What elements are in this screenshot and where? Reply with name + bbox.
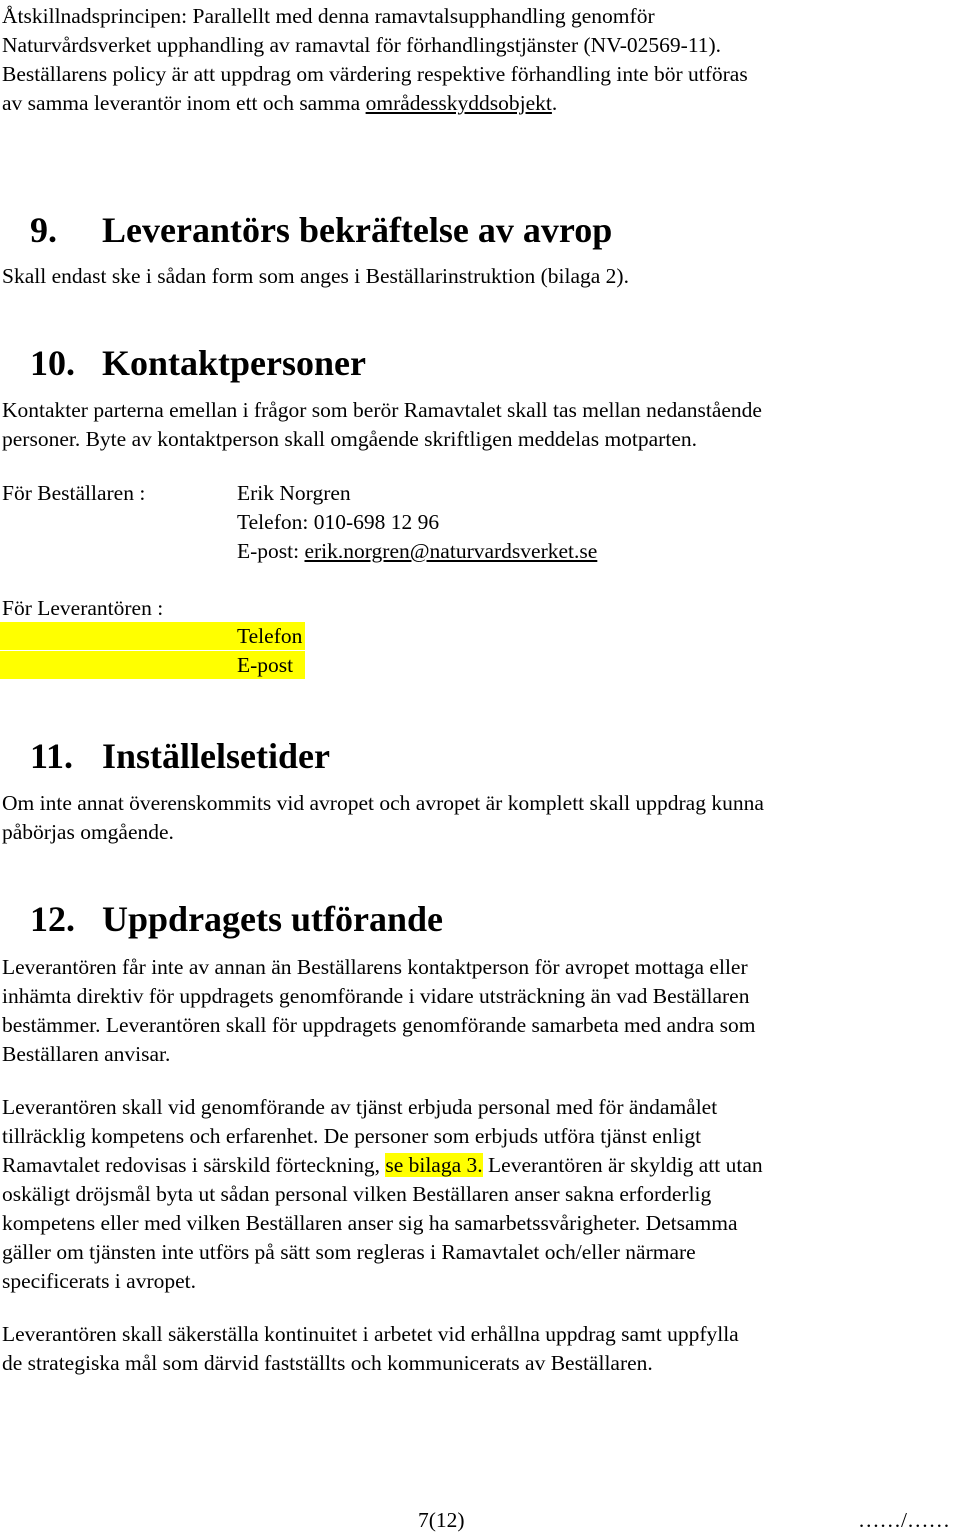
section-12-p2-line-2: tillräcklig kompetens och erfarenhet. De personer som erbjuds utföra tjänst enligt xyxy=(2,1124,702,1148)
buyer-name: Erik Norgren xyxy=(237,481,351,505)
section-11-line-1: Om inte annat överenskommits vid avropet och avropet är komplett skall uppdrag kunna xyxy=(2,791,764,815)
section-12-p1-line-2: inhämta direktiv för uppdragets genomförande i vidare utsträckning än vad Beställaren xyxy=(2,984,750,1008)
section-10-number: 10. xyxy=(30,343,75,383)
appendix-3-highlight: se bilaga 3. xyxy=(385,1153,483,1177)
section-12-title: Uppdragets utförande xyxy=(102,899,444,939)
supplier-phone: Telefon xyxy=(237,624,303,648)
section-11-number: 11. xyxy=(30,736,74,776)
section-12-p2-line-6: gäller om tjänsten inte utförs på sätt som regleras i Ramavtalet och/eller närmare xyxy=(2,1240,696,1264)
section-12-p2-line-5: kompetens eller med vilken Beställaren anser sig ha samarbetssvårigheter. Detsamma xyxy=(2,1211,738,1235)
buyer-phone: Telefon: 010-698 12 96 xyxy=(237,510,440,534)
section-10-line-1: Kontakter parterna emellan i frågor som berör Ramavtalet skall tas mellan nedanstående xyxy=(2,398,762,422)
section-11-line-2: påbörjas omgående. xyxy=(2,820,174,844)
section-12-p1-line-4: Beställaren anvisar. xyxy=(2,1042,171,1066)
intro-line-1: Åtskillnadsprincipen: Parallellt med denna ramavtalsupphandling genomför xyxy=(2,4,655,28)
section-10-line-2: personer. Byte av kontaktperson skall omgående skriftligen meddelas motparten. xyxy=(2,427,697,451)
section-9-number: 9. xyxy=(30,210,57,250)
supplier-email: E-post xyxy=(237,653,294,677)
buyer-email-row: E-post: erik.norgren@naturvardsverket.se xyxy=(237,539,598,563)
section-12-p2-line-4: oskäligt dröjsmål byta ut sådan personal vilken Beställaren anser sakna erforderlig xyxy=(2,1182,712,1206)
section-12-p3-line-1: Leverantören skall säkerställa kontinuitet i arbetet vid erhållna uppdrag samt uppfylla xyxy=(2,1322,739,1346)
section-12-p2-line-3: Ramavtalet redovisas i särskild förteckning, se bilaga 3. Leverantören är skyldig att utan xyxy=(2,1153,763,1177)
supplier-label: För Leverantören : xyxy=(2,596,164,620)
intro-line-2: Naturvårdsverket upphandling av ramavtal för förhandlingstjänster (NV-02569-11). xyxy=(2,33,722,57)
section-9-title: Leverantörs bekräftelse av avrop xyxy=(102,210,613,250)
section-12-number: 12. xyxy=(30,899,75,939)
initials-field: ……/…… xyxy=(858,1508,950,1532)
section-12-p1-line-3: bestämmer. Leverantören skall för uppdragets genomförande samarbeta med andra som xyxy=(2,1013,756,1037)
section-10-title: Kontaktpersoner xyxy=(102,343,366,383)
buyer-email-link[interactable]: erik.norgren@naturvardsverket.se xyxy=(304,539,598,563)
section-12-p2-line-1: Leverantören skall vid genomförande av tjänst erbjuda personal med för ändamålet xyxy=(2,1095,718,1119)
section-9-text: Skall endast ske i sådan form som anges i Beställarinstruktion (bilaga 2). xyxy=(2,264,629,288)
page-number: 7(12) xyxy=(418,1508,465,1532)
protected-area-link[interactable]: områdesskyddsobjekt xyxy=(365,91,552,115)
section-12-p3-line-2: de strategiska mål som därvid fastställts och kommunicerats av Beställaren. xyxy=(2,1351,653,1375)
section-12-p1-line-1: Leverantören får inte av annan än Beställarens kontaktperson för avropet mottaga eller xyxy=(2,955,748,979)
intro-line-4: av samma leverantör inom ett och samma områdesskyddsobjekt. xyxy=(2,91,558,115)
intro-line-3: Beställarens policy är att uppdrag om värdering respektive förhandling inte bör utföras xyxy=(2,62,748,86)
section-12-p2-line-7: specificerats i avropet. xyxy=(2,1269,197,1293)
buyer-label: För Beställaren : xyxy=(2,481,146,505)
section-11-title: Inställelsetider xyxy=(102,736,330,776)
